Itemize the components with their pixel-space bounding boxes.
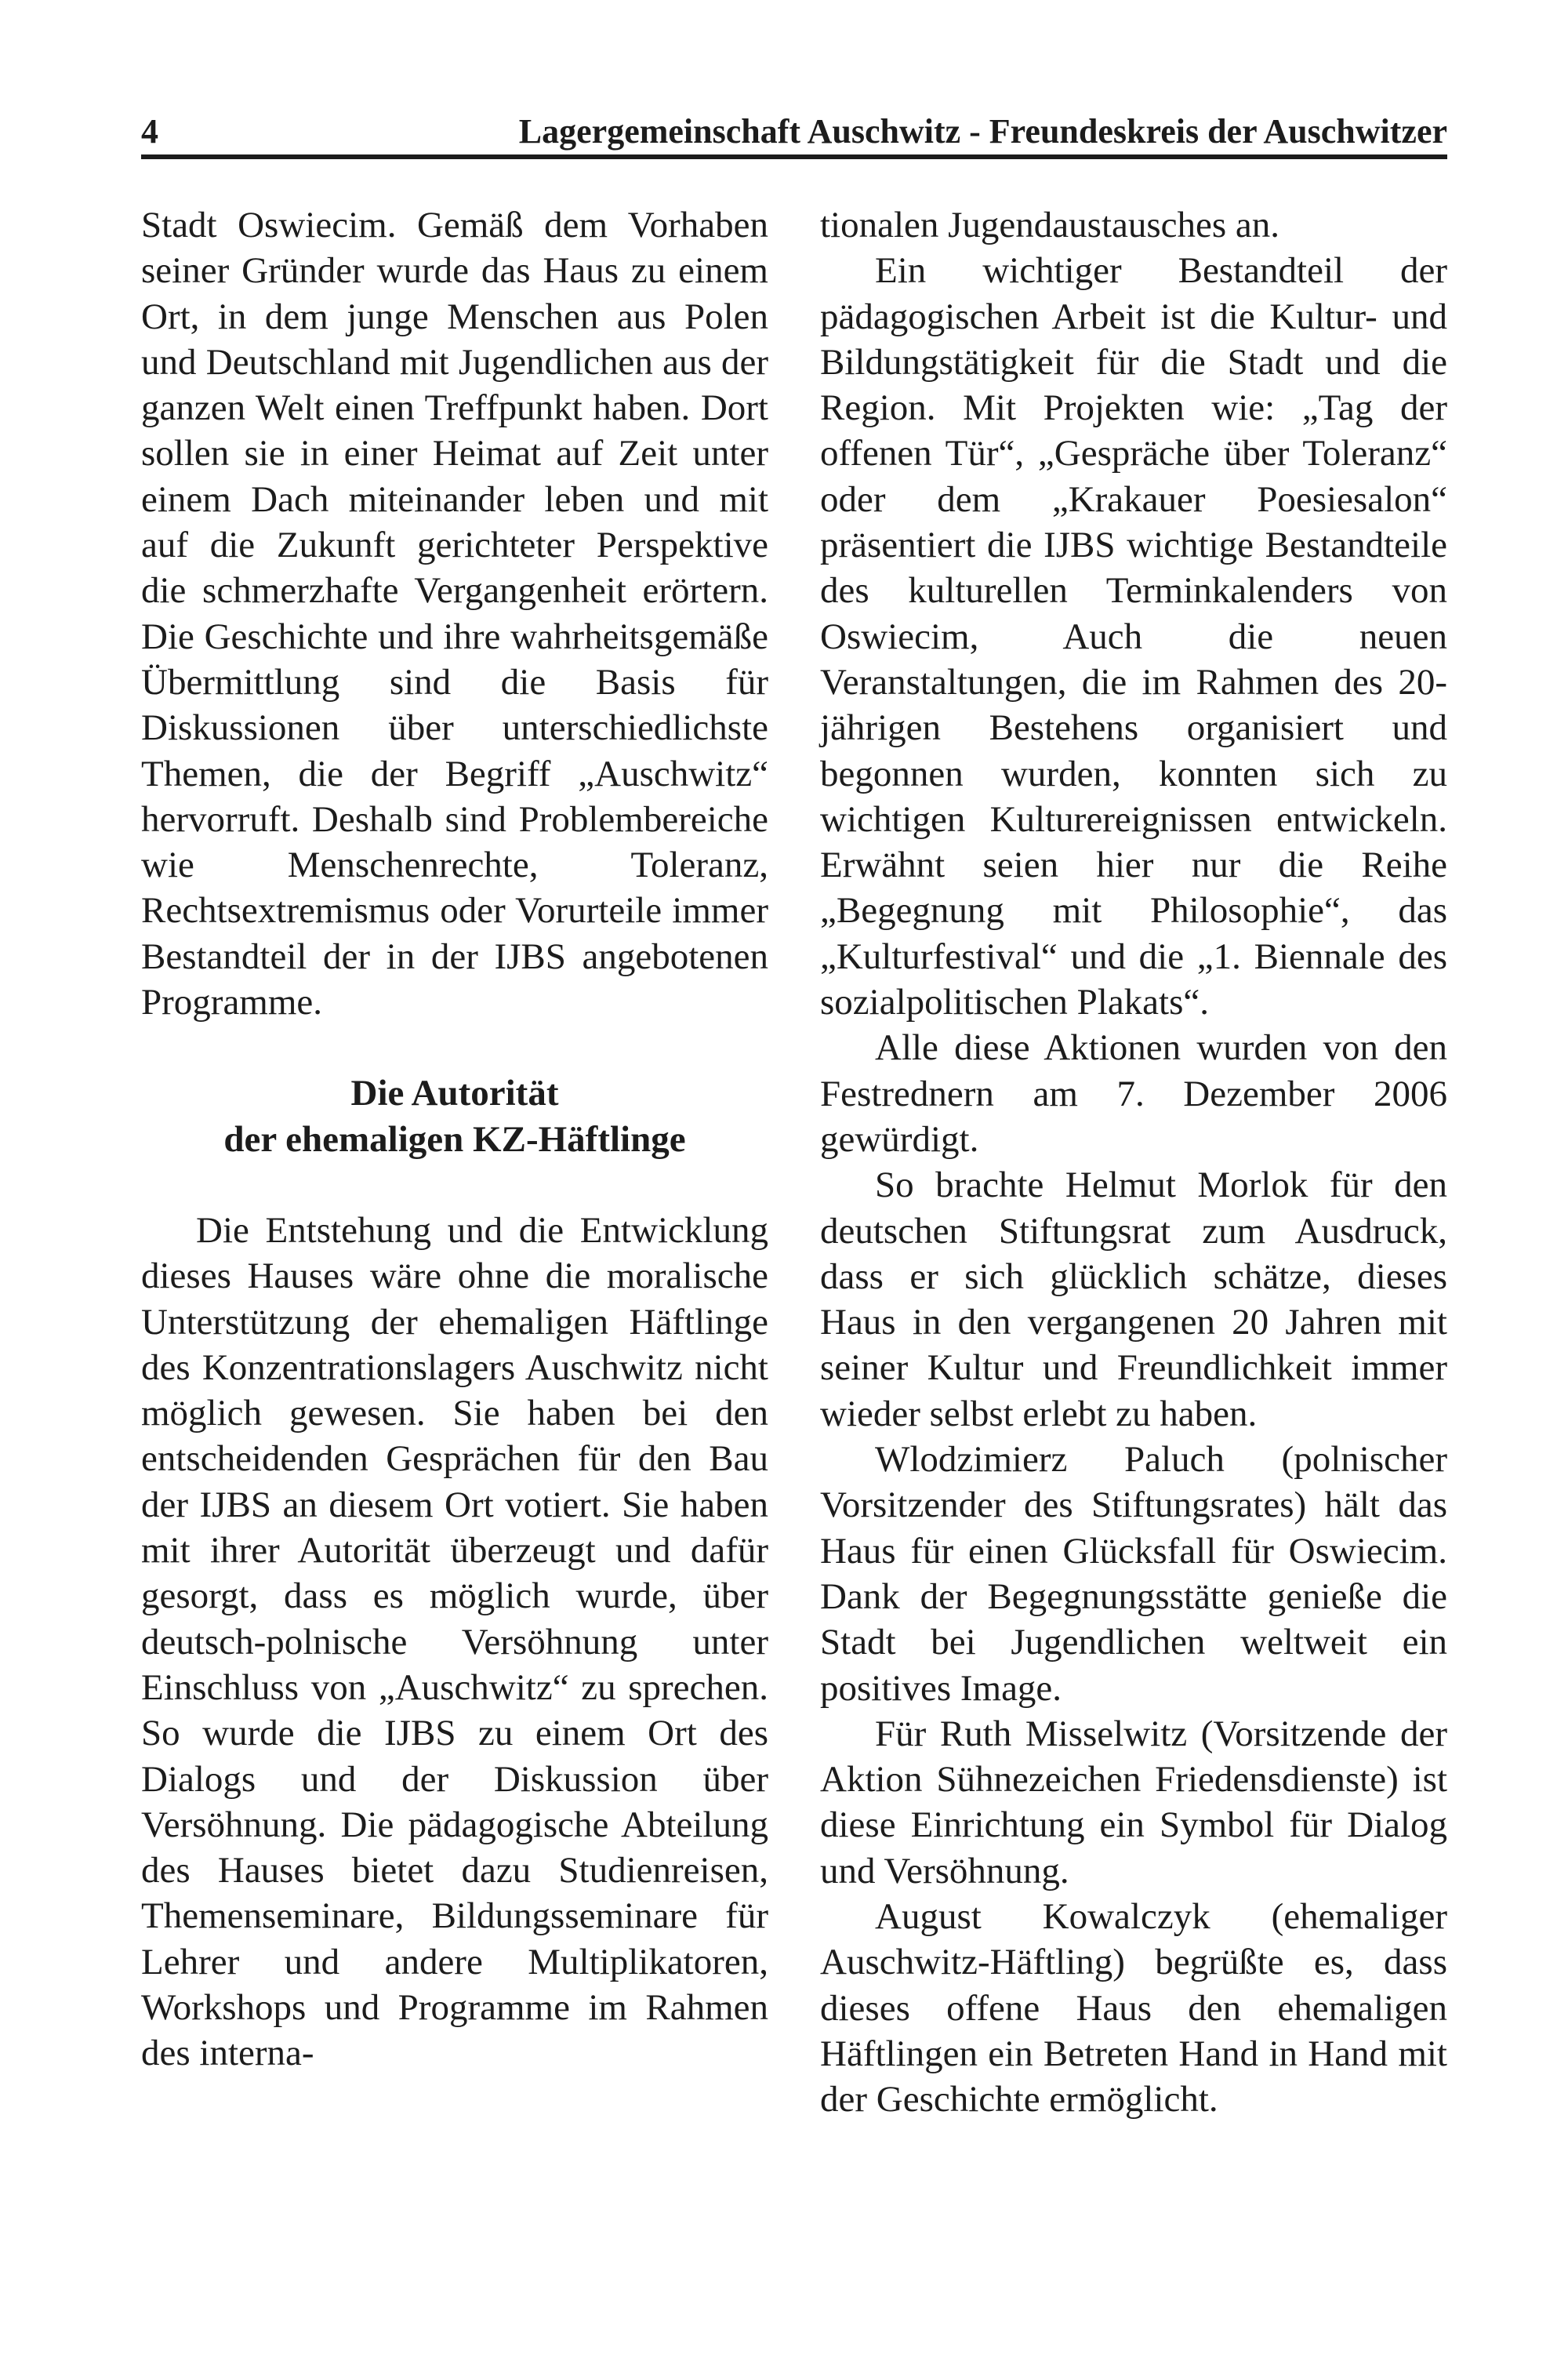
header-rule	[141, 154, 1447, 159]
paragraph: So brachte Helmut Morlok für den deutschen Stiftungsrat zum Ausdruck, dass er sich glücklich schätze, dieses Haus in den vergangenen 20 Jahren mit seiner Kultur und Freundlichkeit immer wieder selbst erlebt zu haben.	[820, 1165, 1447, 1434]
journal-title: Lagergemeinschaft Auschwitz - Freundeskreis der Auschwitzer	[518, 112, 1447, 151]
left-column	[141, 202, 768, 2077]
paragraph: Stadt Oswiecim. Gemäß dem Vorhaben seiner Gründer wurde das Haus zu einem Ort, in dem junge Menschen aus Polen und Deutschland mit Jugendlichen aus der ganzen Welt einen Treffpunkt haben. Dort sollen sie in einer Heimat auf Zeit unter einem Dach miteinander leben und mit auf die Zukunft gerichteter Perspektive die schmerzhafte Vergangenheit erörtern. Die Geschichte und ihre wahrheitsgemäße Übermittlung sind die Basis für Diskussionen über unterschiedlichste Themen, die der Begriff „Auschwitz“ hervorruft. Deshalb sind Problembereiche wie Menschenrechte, Toleranz, Rechtsextremismus oder Vorurteile immer Bestandteil der in der IJBS angebotenen Programme.	[141, 205, 768, 1023]
paragraph: Für Ruth Misselwitz (Vorsitzende der Aktion Sühnezeichen Friedensdienste) ist diese Einrichtung ein Symbol für Dialog und Versöhnung.	[820, 1713, 1447, 1891]
running-header	[141, 108, 1447, 155]
section-heading	[141, 1070, 768, 1162]
paragraph: Die Entstehung und die Entwicklung dieses Hauses wäre ohne die moralische Unterstützung der ehemaligen Häftlinge des Konzentrationslagers Auschwitz nicht möglich gewesen. Sie haben bei den entscheidenden Gesprächen für den Bau der IJBS an diesem Ort votiert. Sie haben mit ihrer Autorität überzeugt und dafür gesorgt, dass es möglich wurde, über deutsch-polnische Versöhnung unter Einschluss von „Auschwitz“ zu sprechen. So wurde die IJBS zu einem Ort des Dialogs und der Diskussion über Versöhnung. Die pädagogische Abteilung des Hauses bietet dazu Studienreisen, Themenseminare, Bildungsseminare für Lehrer und andere Multiplikatoren, Workshops und Programme im Rahmen des interna-	[141, 1209, 768, 2074]
paragraph: August Kowalczyk (ehemaliger Auschwitz-Häftling) begrüßte es, dass dieses offene Haus den ehemaligen Häftlingen ein Betreten Hand in Hand mit der Geschichte ermöglicht.	[820, 1895, 1447, 2120]
section-heading-line-1: Die Autorität	[350, 1073, 559, 1114]
section-heading-line-2: der ehemaligen KZ-Häftlinge	[223, 1118, 686, 1160]
paragraph: tionalen Jugendaustausches an.	[820, 205, 1280, 245]
paragraph: Wlodzimierz Paluch (polnischer Vorsitzender des Stiftungsrates) hält das Haus für einen Glücksfall für Oswiecim. Dank der Begegnungsstätte genieße die Stadt bei Jugendlichen weltweit ein positives Image.	[820, 1439, 1447, 1709]
page-number: 4	[141, 112, 158, 151]
paragraph: Ein wichtiger Bestandteil der pädagogischen Arbeit ist die Kultur- und Bildungstätigkeit für die Stadt und die Region. Mit Projekten wie: „Tag der offenen Tür“, „Gespräche über Toleranz“ oder dem „Krakauer Poesiesalon“ präsentiert die IJBS wichtige Bestandteile des kulturellen Terminkalenders von Oswiecim, Auch die neuen Veranstaltungen, die im Rahmen des 20-jährigen Bestehens organisiert und begonnen wurden, konnten sich zu wichtigen Kulturereignissen entwickeln. Erwähnt seien hier nur die Reihe „Begegnung mit Philosophie“, das „Kulturfestival“ und die „1. Biennale des sozialpolitischen Plakats“.	[820, 250, 1447, 1023]
right-column	[820, 202, 1447, 2122]
paragraph: Alle diese Aktionen wurden von den Festrednern am 7. Dezember 2006 gewürdigt.	[820, 1027, 1447, 1160]
